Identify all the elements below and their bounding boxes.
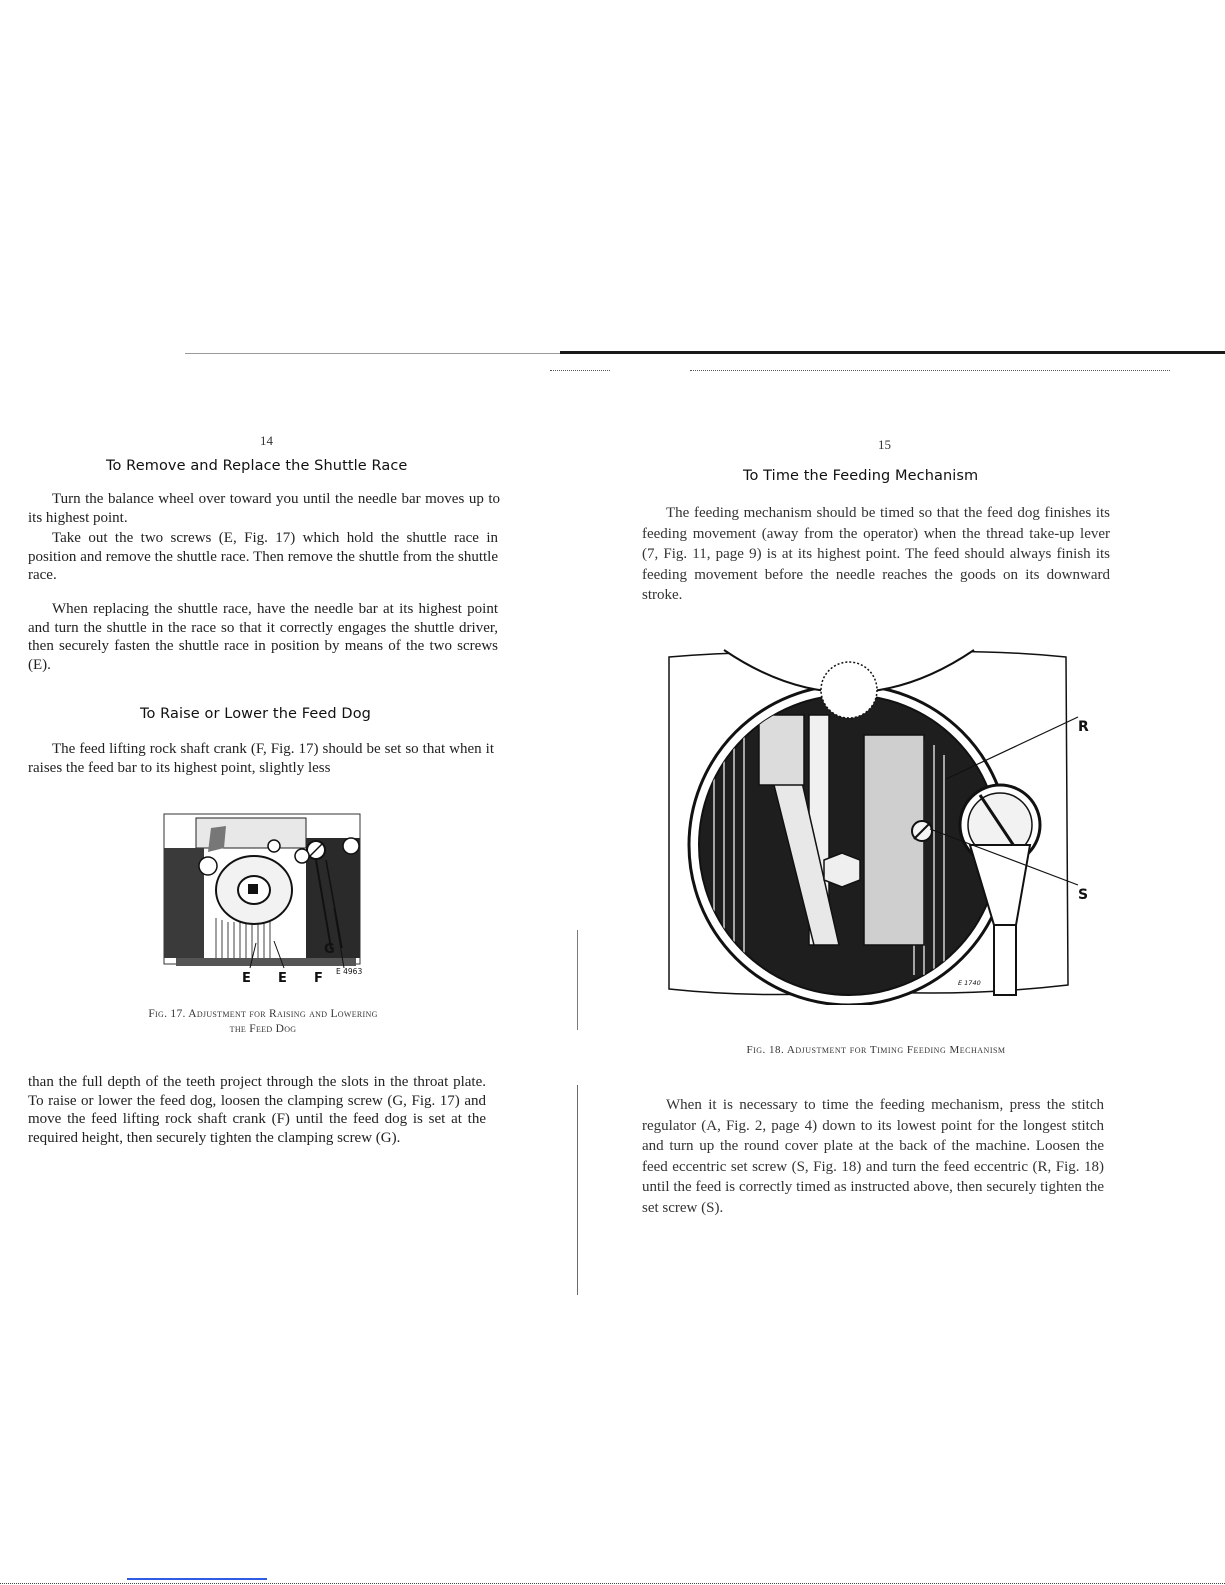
figure-caption: Fig. 17. Adjustment for Raising and Lowering: [148, 1008, 378, 1020]
section-heading: To Remove and Replace the Shuttle Race: [106, 458, 408, 474]
scan-dots: [690, 370, 1170, 372]
paragraph: When it is necessary to time the feeding mechanism, press the stitch regulator (A, Fig. 2, page 4) down to its lowest point for the longest stitch and turn up the round cover plate at the back of the machine. Loosen the feed eccentric set screw (S, Fig. 18) and turn the feed eccentric (R, Fig. 18) until the feed is correctly timed as instructed above, then securely tighten the set screw (S).: [642, 1097, 1104, 1216]
scan-bottom-dots: [0, 1583, 1225, 1584]
figure-code: E 4963: [336, 967, 363, 976]
paragraph: The feed lifting rock shaft crank (F, Fig. 17) should be set so that when it raises the feed bar to its highest point, slightly less: [28, 741, 494, 776]
figure-18: [664, 645, 1094, 1005]
paragraph: When replacing the shuttle race, have the needle bar at its highest point and turn the shuttle in the race so that it correctly engages the shuttle driver, then securely fasten the shuttle race in position by means of the two screws (E).: [28, 601, 498, 673]
paragraph: Turn the balance wheel over toward you until the needle bar moves up to its highest point.: [28, 491, 500, 526]
scan-underline-mark: [127, 1578, 267, 1580]
gutter-line: [577, 930, 578, 1030]
figure-17-illustration: [156, 808, 376, 988]
scan-edge-line: [185, 353, 565, 354]
section-heading: To Time the Feeding Mechanism: [743, 468, 979, 484]
figure-label: E: [278, 971, 287, 986]
figure-caption: the Feed Dog: [229, 1023, 297, 1035]
paragraph: The feeding mechanism should be timed so that the feed dog finishes its feeding movement (away from the operator) when the thread take-up lever (7, Fig. 11, page 9) is at its highest point. The feed should always finish its feeding movement before the needle reaches the goods on its downward stroke.: [642, 505, 1110, 603]
figure-label: E: [242, 971, 251, 986]
paragraph: Take out the two screws (E, Fig. 17) which hold the shuttle race in position and remove the shuttle race. Then remove the shuttle from the shuttle race.: [28, 530, 498, 583]
scan-dots: [550, 370, 610, 372]
section-heading: To Raise or Lower the Feed Dog: [140, 706, 371, 722]
figure-18-illustration: [664, 645, 1094, 1005]
figure-caption: Fig. 18. Adjustment for Timing Feeding Mechanism: [746, 1044, 1006, 1056]
page-number: 14: [260, 433, 273, 448]
figure-label: R: [1078, 719, 1089, 735]
figure-code: E 1740: [958, 979, 981, 987]
page-number: 15: [878, 437, 891, 452]
paragraph: than the full depth of the teeth project through the slots in the throat plate. To raise or lower the feed dog, loosen the clamping screw (G, Fig. 17) and move the feed lifting rock shaft crank (F) until the feed dog is set at the required height, then securely tighten the clamping screw (G).: [28, 1074, 486, 1146]
figure-label: G: [324, 942, 335, 957]
figure-17: [156, 808, 376, 988]
figure-label: F: [314, 971, 323, 986]
figure-label: S: [1078, 887, 1089, 903]
page-top-rule: [560, 351, 1225, 354]
gutter-line: [577, 1085, 578, 1295]
